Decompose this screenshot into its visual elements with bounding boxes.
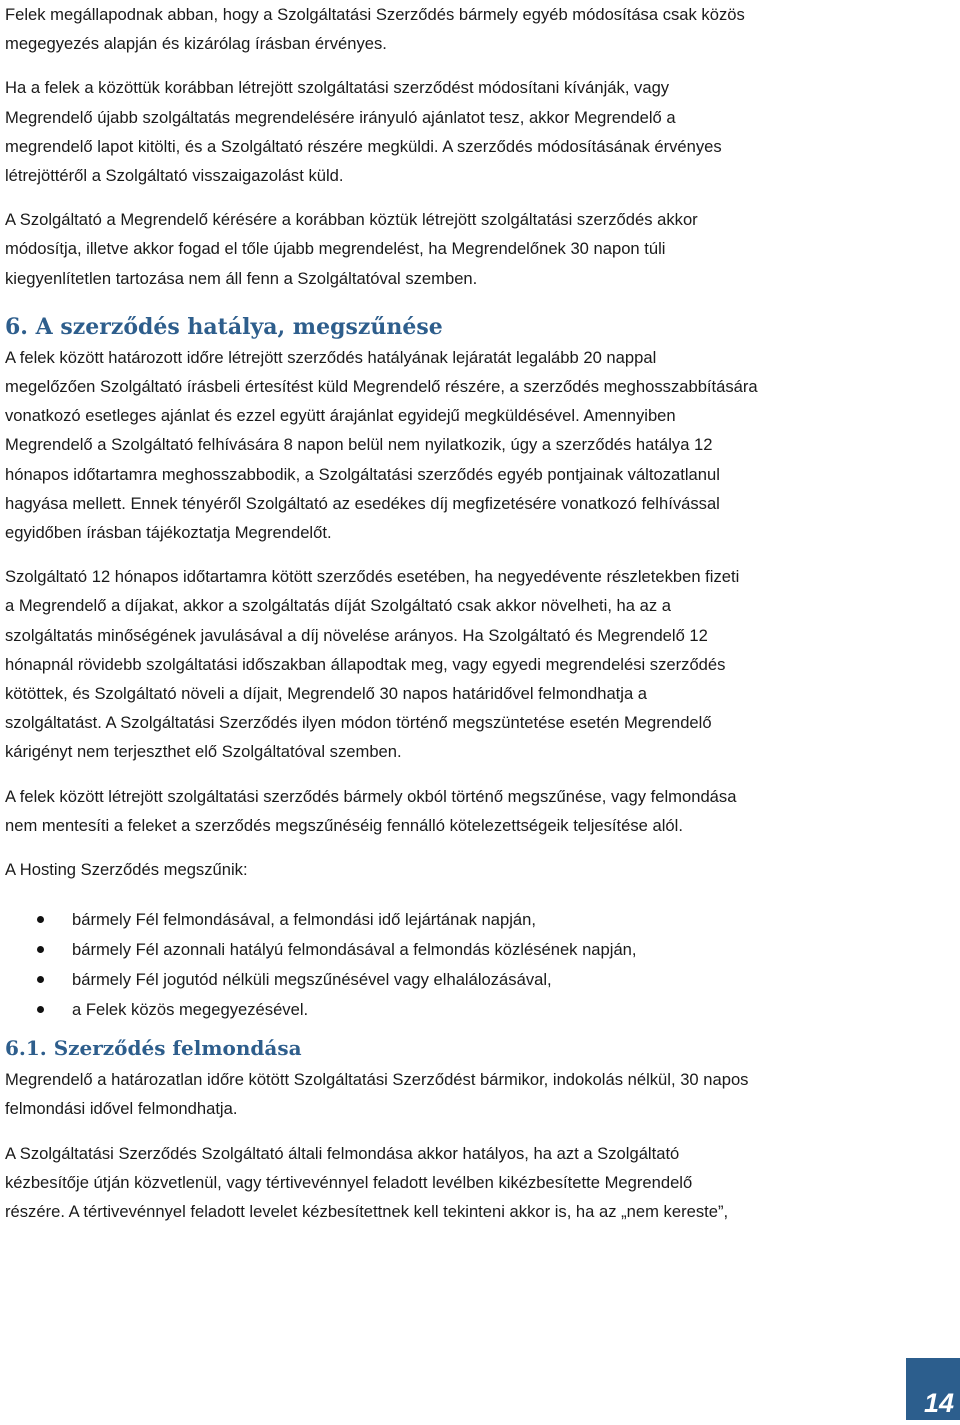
text-line: Felek megállapodnak abban, hogy a Szolgáltatási Szerződés bármely egyéb módosítása csak közös xyxy=(5,5,745,24)
paragraph-provider-termination xyxy=(5,1139,955,1227)
list-item xyxy=(5,995,955,1025)
paragraph-fee-increase xyxy=(5,562,955,766)
text-line: Megrendelő a határozatlan időre kötött Szolgáltatási Szerződést bármikor, indokolás nélkül, 30 napos xyxy=(5,1070,749,1090)
paragraph-amendment-written xyxy=(5,0,955,58)
text-line: vonatkozó esetleges ajánlat és ezzel együtt árajánlat egyidejű megküldésével. Amennyiben xyxy=(5,406,676,426)
text-line: részére. A tértivevénnyel feladott levelet kézbesítettnek kell tekinteni akkor is, ha az „nem kereste”, xyxy=(5,1202,729,1222)
text-line: nem mentesíti a feleket a szerződés megszűnéséig fennálló kötelezettségeik teljesítése alól. xyxy=(5,815,683,835)
paragraph-provider-modification xyxy=(5,205,955,293)
text-line: megelőzően Szolgáltató írásbeli értesítést küld Megrendelő részére, a szerződés meghosszabbítására xyxy=(5,377,758,397)
text-line: A Hosting Szerződés megszűnik: xyxy=(5,860,248,880)
section-heading-6: 6. A szerződés hatálya, megszűnése xyxy=(5,313,443,340)
text-line: hónapos időtartamra meghosszabbodik, a Szolgáltatási szerződés egyéb pontjainak változatlanul xyxy=(5,464,720,484)
text-line: A Szolgáltatási Szerződés Szolgáltató általi felmondása akkor hatályos, ha azt a Szolgáltató xyxy=(5,1143,680,1163)
bullet-icon xyxy=(37,946,44,953)
text-line: A Szolgáltató a Megrendelő kérésére a korábban köztük létrejött szolgáltatási szerződés akkor xyxy=(5,210,698,230)
text-line: Szolgáltató 12 hónapos időtartamra kötött szerződés esetében, ha negyedévente részletekben fizeti xyxy=(5,567,740,587)
page-number-badge xyxy=(906,1358,960,1420)
list-item-text: bármely Fél azonnali hatályú felmondásával a felmondás közlésének napján, xyxy=(72,940,637,960)
section-heading-6-1: 6.1. Szerződés felmondása xyxy=(5,1036,302,1061)
text-line: Ha a felek a közöttük korábban létrejött szolgáltatási szerződést módosítani kívánják, vagy xyxy=(5,78,670,98)
bullet-icon xyxy=(37,1006,44,1013)
bullet-icon xyxy=(37,916,44,923)
text-line: A felek között határozott időre létrejött szerződés hatályának lejáratát legalább 20 nappal xyxy=(5,347,657,367)
text-line: egyidőben írásban tájékoztatja Megrendelőt. xyxy=(5,523,332,543)
text-line: kötöttek, és Szolgáltató növeli a díjait, Megrendelő 30 napos határidővel felmondhatja a xyxy=(5,684,648,704)
list-item xyxy=(5,965,955,995)
text-line: hagyása mellett. Ennek tényéről Szolgáltató az esedékes díj megfizetésére vonatkozó felhívással xyxy=(5,493,720,513)
list-item xyxy=(5,935,955,965)
list-item-text: bármely Fél felmondásával, a felmondási idő lejártának napján, xyxy=(72,910,536,930)
text-line: A felek között létrejött szolgáltatási szerződés bármely okból történő megszűnése, vagy felmondása xyxy=(5,786,737,806)
paragraph-contract-modification xyxy=(5,73,955,190)
list-item-text: bármely Fél jogutód nélküli megszűnésével vagy elhalálozásával, xyxy=(72,970,552,990)
document-page xyxy=(5,0,955,1226)
text-line: a Megrendelő a díjakat, akkor a szolgáltatás díját Szolgáltató csak akkor növelheti, ha az a xyxy=(5,596,671,616)
termination-conditions-list xyxy=(5,905,955,1025)
text-line: felmondási idővel felmondhatja. xyxy=(5,1099,238,1119)
text-line: megegyezés alapján és kizárólag írásban érvényes. xyxy=(5,34,387,54)
page-number: 14 xyxy=(923,1388,954,1418)
list-item xyxy=(5,905,955,935)
text-line: szolgáltatást. A Szolgáltatási Szerződés ilyen módon történő megszüntetése esetén Megrendelő xyxy=(5,713,712,733)
paragraph-fixed-term-extension xyxy=(5,343,955,547)
text-line: Megrendelő újabb szolgáltatás megrendelésére irányuló ajánlatot tesz, akkor Megrendelő a xyxy=(5,107,676,127)
text-line: szolgáltatás minőségének javulásával a díj növelése arányos. Ha Szolgáltató és Megrendelő 12 xyxy=(5,625,708,645)
text-line: kézbesítője útján közvetlenül, vagy tértivevénnyel feladott levélben kikézbesítette Megrendelő xyxy=(5,1172,693,1192)
paragraph-obligations xyxy=(5,782,955,840)
text-line: módosítja, illetve akkor fogad el tőle újabb megrendelést, ha Megrendelőnek 30 napon túli xyxy=(5,239,666,259)
text-line: kiegyenlítetlen tartozása nem áll fenn a Szolgáltatóval szemben. xyxy=(5,268,478,288)
list-item-text: a Felek közös megegyezésével. xyxy=(72,1000,309,1020)
text-line: megrendelő lapot kitölti, és a Szolgáltató részére megküldi. A szerződés módosításának érvényes xyxy=(5,136,722,156)
text-line: létrejöttéről a Szolgáltató visszaigazolást küld. xyxy=(5,166,344,186)
paragraph-customer-termination xyxy=(5,1065,955,1123)
text-line: hónapnál rövidebb szolgáltatási időszakban állapodtak meg, vagy egyedi megrendelési szerződés xyxy=(5,654,726,674)
bullet-icon xyxy=(37,976,44,983)
text-line: kárigényt nem terjeszthet elő Szolgáltatóval szemben. xyxy=(5,742,402,762)
text-line: Megrendelő a Szolgáltató felhívására 8 napon belül nem nyilatkozik, úgy a szerződés hatálya 12 xyxy=(5,435,713,455)
paragraph-hosting-termination-intro xyxy=(5,855,955,884)
